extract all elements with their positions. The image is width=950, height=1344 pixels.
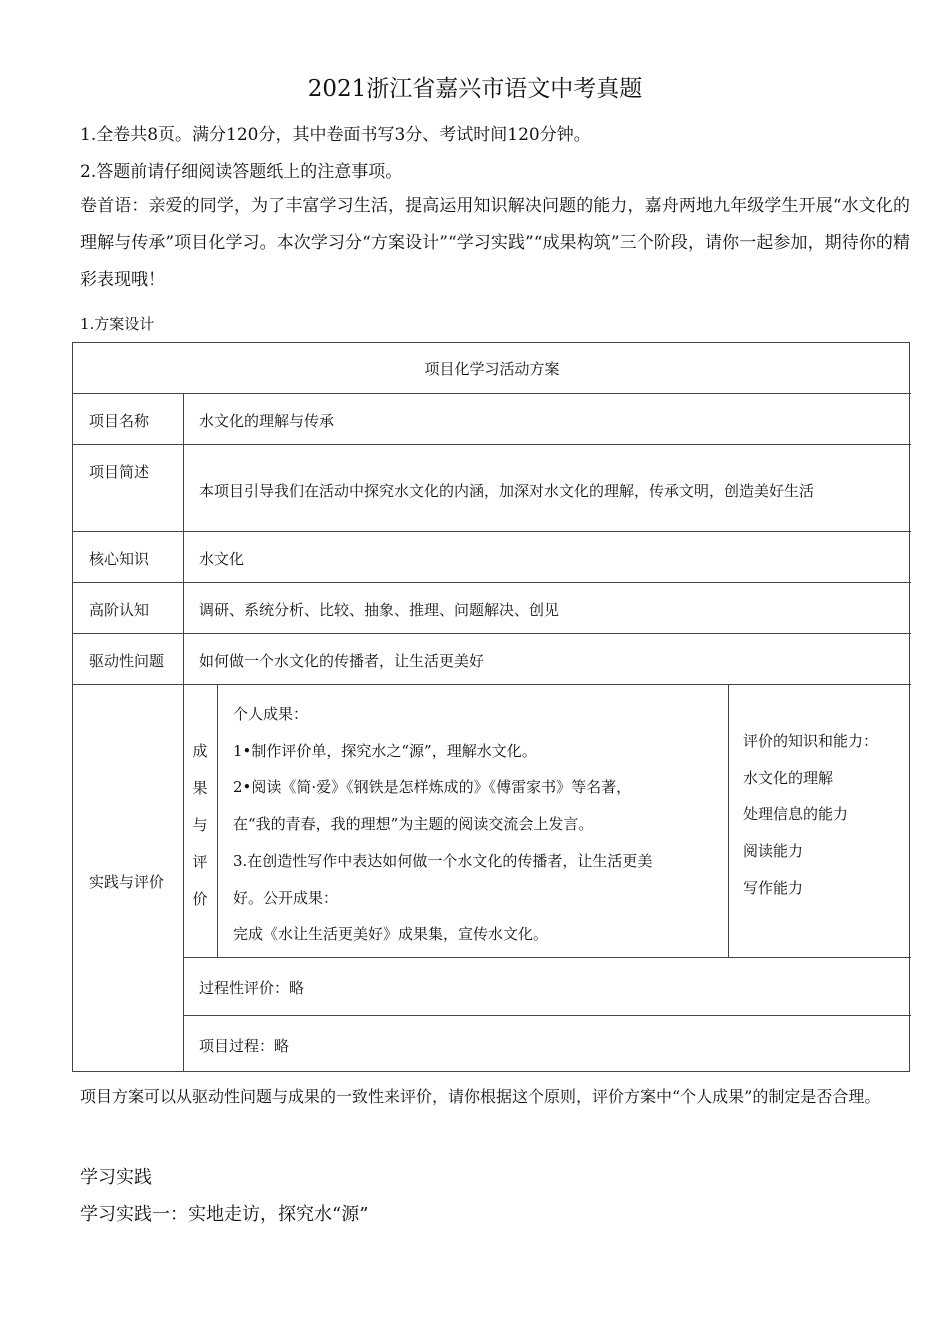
ability-item: 水文化的理解 <box>743 768 834 787</box>
results-line: 在“我的青春，我的理想”为主题的阅读交流会上发言。 <box>233 815 594 834</box>
question-text: 项目方案可以从驱动性问题与成果的一致性来评价，请你根据这个原则，评价方案中“个人成果”的制定是否合理。 <box>80 1087 881 1106</box>
results-line: 个人成果： <box>233 705 309 723</box>
results-line: 3.在创造性写作中表达如何做一个水文化的传播者，让生活更美 <box>233 851 653 870</box>
row-label-higher-cognition: 高阶认知 <box>89 601 150 619</box>
results-line: 好。公开成果： <box>233 888 339 907</box>
table-rule <box>73 444 911 445</box>
row-value-driving-question: 如何做一个水文化的传播者，让生活更美好 <box>199 652 485 670</box>
ability-item: 评价的知识和能力： <box>743 732 879 750</box>
note-2: 2.答题前请仔细阅读答题纸上的注意事项。 <box>80 162 403 182</box>
row-value-higher-cognition: 调研、系统分析、比较、抽象、推理、问题解决、创见 <box>199 601 560 619</box>
table-rule <box>183 1015 911 1016</box>
row-label-core-knowledge: 核心知识 <box>89 550 150 568</box>
activity-plan-table <box>72 342 910 1072</box>
row-label-project-summary: 项目简述 <box>89 463 150 481</box>
table-rule <box>73 582 911 583</box>
note-1: 1.全卷共8页。满分120分，其中卷面书写3分、考试时间120分钟。 <box>80 125 591 145</box>
table-rule <box>728 684 729 957</box>
results-line: 1•制作评价单，探究水之“源”，理解水文化。 <box>233 741 537 760</box>
ability-item: 阅读能力 <box>743 842 804 861</box>
table-caption: 项目化学习活动方案 <box>424 360 560 378</box>
table-rule <box>73 531 911 532</box>
ability-item: 处理信息的能力 <box>743 805 849 824</box>
row-value-project-summary: 本项目引导我们在活动中探究水文化的内涵，加深对水文化的理解，传承文明，创造美好生活 <box>199 482 815 500</box>
results-evaluation-vertical-label: 成 果 与 评 价 <box>192 742 208 908</box>
table-rule <box>183 957 911 958</box>
page-title: 2021浙江省嘉兴市语文中考真题 <box>307 76 643 102</box>
row-label-project-name: 项目名称 <box>89 412 150 430</box>
table-rule <box>217 684 218 957</box>
table-rule <box>73 633 911 634</box>
table-rule <box>73 393 911 394</box>
results-line: 完成《水让生活更美好》成果集，宣传水文化。 <box>233 925 549 944</box>
row-label-driving-question: 驱动性问题 <box>89 652 165 670</box>
project-process: 项目过程：略 <box>199 1037 290 1055</box>
section-learning-practice: 学习实践 <box>80 1167 152 1188</box>
results-line: 2•阅读《简·爱》《钢铁是怎样炼成的》《傅雷家书》等名著， <box>233 778 632 797</box>
preface: 卷首语：亲爱的同学，为了丰富学习生活，提高运用知识解决问题的能力，嘉舟两地九年级学生开展“水文化的理解与传承”项目化学习。本次学习分“方案设计”“学习实践”“成果构筑”三个阶段，请你一起参加，期待你的精彩表现哦！ <box>80 196 910 290</box>
process-evaluation: 过程性评价：略 <box>199 979 305 997</box>
evaluation-abilities <box>743 723 878 907</box>
ability-item: 写作能力 <box>743 878 804 897</box>
table-rule <box>73 684 911 685</box>
section-plan-design: 1.方案设计 <box>80 315 155 333</box>
row-label-practice-evaluation: 实践与评价 <box>89 873 165 891</box>
personal-results <box>233 696 652 953</box>
row-value-project-name: 水文化的理解与传承 <box>199 412 335 430</box>
learning-practice-one: 学习实践一：实地走访，探究水“源” <box>80 1204 369 1225</box>
table-rule <box>183 393 184 1072</box>
row-value-core-knowledge: 水文化 <box>199 550 245 568</box>
